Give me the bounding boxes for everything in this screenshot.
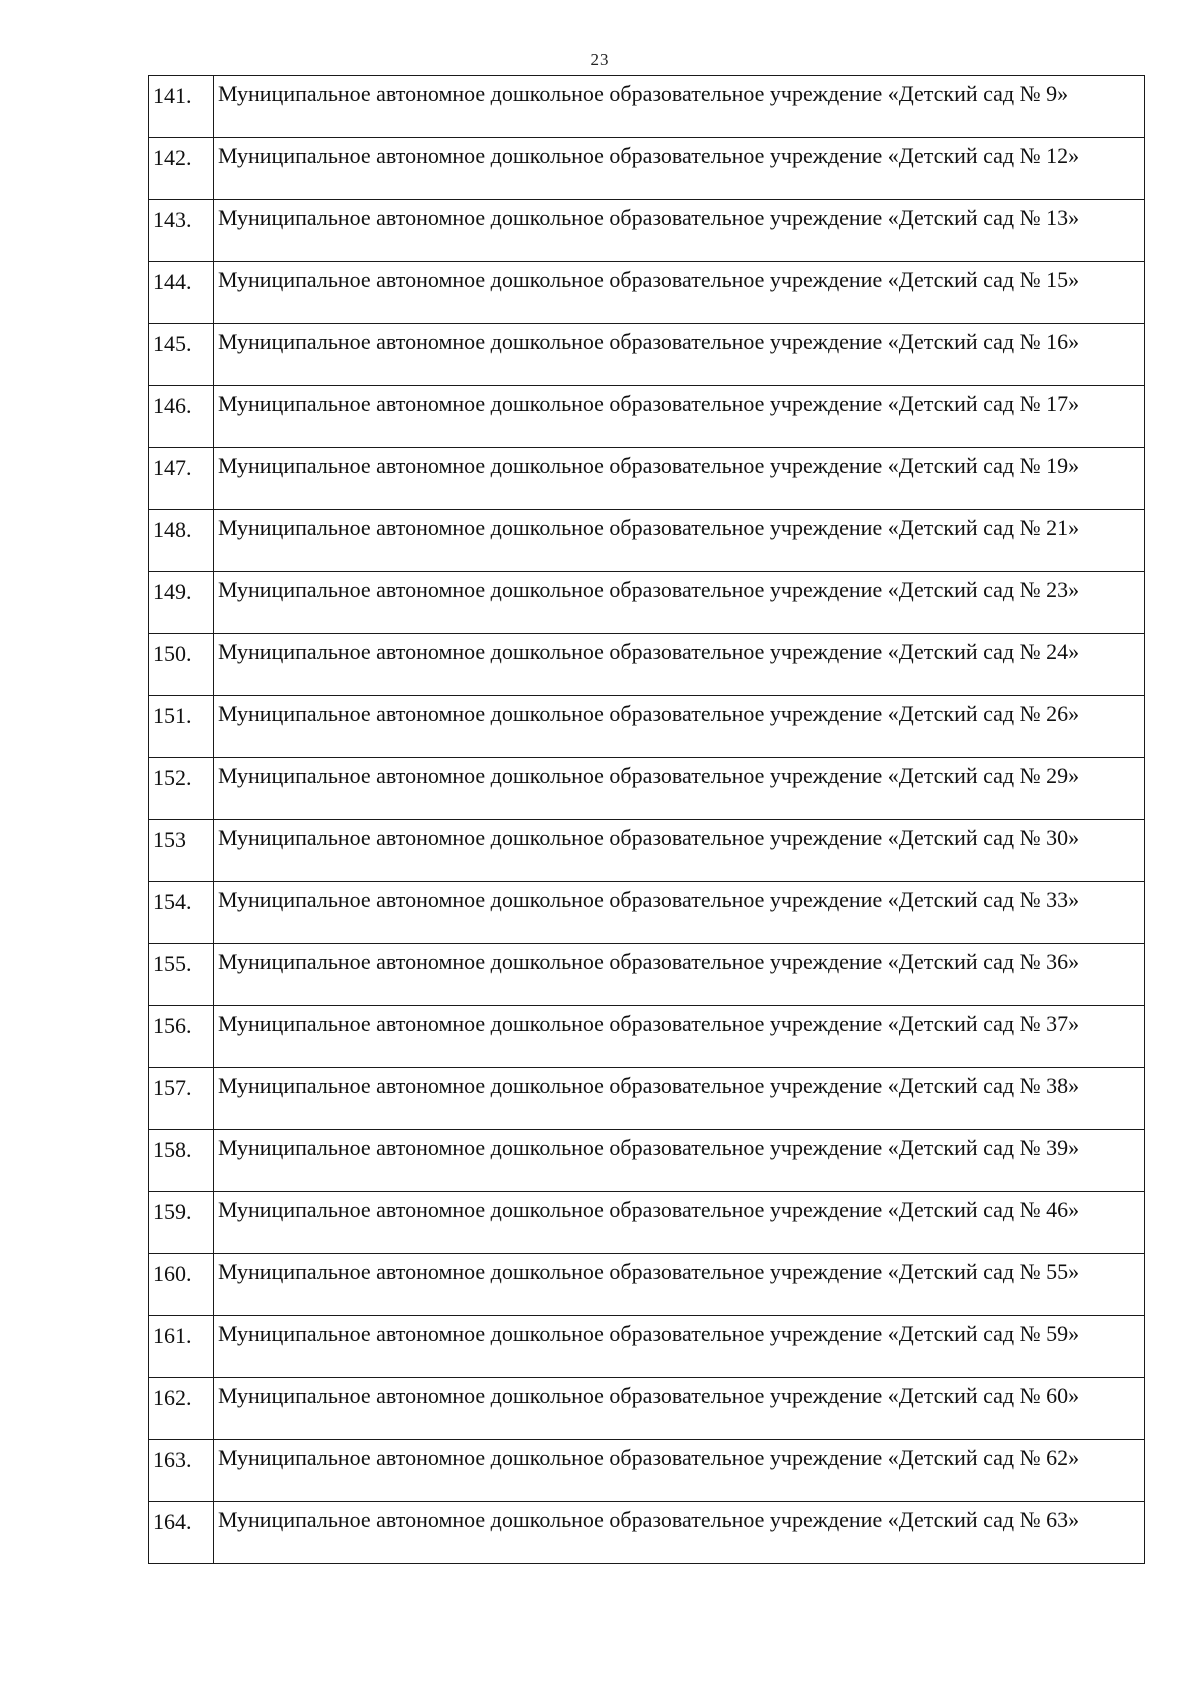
table-row	[149, 1254, 1145, 1316]
institution-name: Муниципальное автономное дошкольное образовательное учреждение «Детский сад № 29»	[218, 763, 1080, 788]
row-number: 155.	[153, 951, 192, 976]
page-number: 23	[590, 50, 610, 69]
row-number-cell	[149, 696, 214, 758]
table-row	[149, 1502, 1145, 1564]
row-number-cell	[149, 944, 214, 1006]
row-number: 150.	[153, 641, 192, 666]
institution-name-cell	[214, 634, 1145, 696]
institution-name: Муниципальное автономное дошкольное образовательное учреждение «Детский сад № 30»	[218, 825, 1080, 850]
table-row	[149, 510, 1145, 572]
institution-name-cell	[214, 696, 1145, 758]
row-number-cell	[149, 1440, 214, 1502]
row-number-cell	[149, 448, 214, 510]
table-row	[149, 448, 1145, 510]
institution-name: Муниципальное автономное дошкольное образовательное учреждение «Детский сад № 12»	[218, 143, 1080, 168]
institution-name: Муниципальное автономное дошкольное образовательное учреждение «Детский сад № 60»	[218, 1383, 1080, 1408]
institution-name-cell	[214, 76, 1145, 138]
institution-name-cell	[214, 1254, 1145, 1316]
table-row	[149, 76, 1145, 138]
row-number: 158.	[153, 1137, 192, 1162]
row-number: 147.	[153, 455, 192, 480]
row-number: 146.	[153, 393, 192, 418]
row-number: 162.	[153, 1385, 192, 1410]
row-number-cell	[149, 882, 214, 944]
table-row	[149, 200, 1145, 262]
row-number-cell	[149, 386, 214, 448]
institution-name-cell	[214, 944, 1145, 1006]
row-number: 141.	[153, 83, 192, 108]
table-row	[149, 1316, 1145, 1378]
row-number: 161.	[153, 1323, 192, 1348]
institution-name-cell	[214, 448, 1145, 510]
row-number: 148.	[153, 517, 192, 542]
row-number-cell	[149, 76, 214, 138]
row-number-cell	[149, 138, 214, 200]
row-number-cell	[149, 1130, 214, 1192]
institution-name: Муниципальное автономное дошкольное образовательное учреждение «Детский сад № 15»	[218, 267, 1080, 292]
row-number-cell	[149, 758, 214, 820]
institution-name: Муниципальное автономное дошкольное образовательное учреждение «Детский сад № 59»	[218, 1321, 1080, 1346]
table-row	[149, 882, 1145, 944]
institution-name-cell	[214, 1316, 1145, 1378]
row-number: 154.	[153, 889, 192, 914]
row-number-cell	[149, 1502, 214, 1564]
table-row	[149, 758, 1145, 820]
institution-name: Муниципальное автономное дошкольное образовательное учреждение «Детский сад № 37»	[218, 1011, 1080, 1036]
row-number-cell	[149, 572, 214, 634]
institution-name: Муниципальное автономное дошкольное образовательное учреждение «Детский сад № 9»	[218, 81, 1069, 106]
row-number: 157.	[153, 1075, 192, 1100]
institution-name-cell	[214, 1068, 1145, 1130]
row-number-cell	[149, 324, 214, 386]
row-number: 145.	[153, 331, 192, 356]
table-row	[149, 1006, 1145, 1068]
institution-name-cell	[214, 882, 1145, 944]
institution-name: Муниципальное автономное дошкольное образовательное учреждение «Детский сад № 36»	[218, 949, 1080, 974]
institution-name: Муниципальное автономное дошкольное образовательное учреждение «Детский сад № 19»	[218, 453, 1080, 478]
table-row	[149, 1192, 1145, 1254]
institution-name-cell	[214, 200, 1145, 262]
institution-name: Муниципальное автономное дошкольное образовательное учреждение «Детский сад № 23»	[218, 577, 1080, 602]
institution-name-cell	[214, 572, 1145, 634]
table-row	[149, 634, 1145, 696]
row-number: 163.	[153, 1447, 192, 1472]
institution-name: Муниципальное автономное дошкольное образовательное учреждение «Детский сад № 16»	[218, 329, 1080, 354]
institution-name-cell	[214, 1502, 1145, 1564]
institution-name-cell	[214, 138, 1145, 200]
row-number-cell	[149, 1006, 214, 1068]
table-body	[149, 76, 1145, 1564]
table-row	[149, 944, 1145, 1006]
institution-name-cell	[214, 262, 1145, 324]
institution-name-cell	[214, 510, 1145, 572]
institution-name-cell	[214, 1192, 1145, 1254]
institution-name-cell	[214, 820, 1145, 882]
row-number-cell	[149, 1254, 214, 1316]
table-row	[149, 1440, 1145, 1502]
row-number-cell	[149, 1192, 214, 1254]
row-number-cell	[149, 1068, 214, 1130]
row-number: 149.	[153, 579, 192, 604]
row-number-cell	[149, 1378, 214, 1440]
row-number: 152.	[153, 765, 192, 790]
table-row	[149, 1130, 1145, 1192]
table-row	[149, 572, 1145, 634]
institution-name: Муниципальное автономное дошкольное образовательное учреждение «Детский сад № 63»	[218, 1507, 1080, 1532]
institution-name-cell	[214, 1378, 1145, 1440]
row-number: 142.	[153, 145, 192, 170]
institution-name: Муниципальное автономное дошкольное образовательное учреждение «Детский сад № 46»	[218, 1197, 1080, 1222]
institution-name-cell	[214, 324, 1145, 386]
row-number-cell	[149, 634, 214, 696]
table-row	[149, 138, 1145, 200]
table-row	[149, 386, 1145, 448]
table-row	[149, 1378, 1145, 1440]
table-row	[149, 324, 1145, 386]
row-number: 153	[153, 827, 186, 852]
institution-name: Муниципальное автономное дошкольное образовательное учреждение «Детский сад № 13»	[218, 205, 1080, 230]
table-row	[149, 1068, 1145, 1130]
institution-name-cell	[214, 1440, 1145, 1502]
table-row	[149, 820, 1145, 882]
row-number: 156.	[153, 1013, 192, 1038]
institution-name: Муниципальное автономное дошкольное образовательное учреждение «Детский сад № 21»	[218, 515, 1080, 540]
institution-name-cell	[214, 1130, 1145, 1192]
institution-name: Муниципальное автономное дошкольное образовательное учреждение «Детский сад № 17»	[218, 391, 1080, 416]
institutions-table	[148, 75, 1145, 1564]
table-row	[149, 696, 1145, 758]
institution-name: Муниципальное автономное дошкольное образовательное учреждение «Детский сад № 55»	[218, 1259, 1080, 1284]
institution-name: Муниципальное автономное дошкольное образовательное учреждение «Детский сад № 24»	[218, 639, 1080, 664]
row-number-cell	[149, 262, 214, 324]
row-number: 164.	[153, 1509, 192, 1534]
row-number-cell	[149, 510, 214, 572]
row-number: 159.	[153, 1199, 192, 1224]
row-number-cell	[149, 1316, 214, 1378]
institution-name: Муниципальное автономное дошкольное образовательное учреждение «Детский сад № 39»	[218, 1135, 1080, 1160]
institution-name: Муниципальное автономное дошкольное образовательное учреждение «Детский сад № 33»	[218, 887, 1080, 912]
institution-name-cell	[214, 1006, 1145, 1068]
institution-name-cell	[214, 386, 1145, 448]
row-number-cell	[149, 200, 214, 262]
institution-name-cell	[214, 758, 1145, 820]
row-number: 151.	[153, 703, 192, 728]
row-number-cell	[149, 820, 214, 882]
row-number: 144.	[153, 269, 192, 294]
row-number: 143.	[153, 207, 192, 232]
institution-name: Муниципальное автономное дошкольное образовательное учреждение «Детский сад № 62»	[218, 1445, 1080, 1470]
institution-name: Муниципальное автономное дошкольное образовательное учреждение «Детский сад № 38»	[218, 1073, 1080, 1098]
institution-name: Муниципальное автономное дошкольное образовательное учреждение «Детский сад № 26»	[218, 701, 1080, 726]
row-number: 160.	[153, 1261, 192, 1286]
table-row	[149, 262, 1145, 324]
